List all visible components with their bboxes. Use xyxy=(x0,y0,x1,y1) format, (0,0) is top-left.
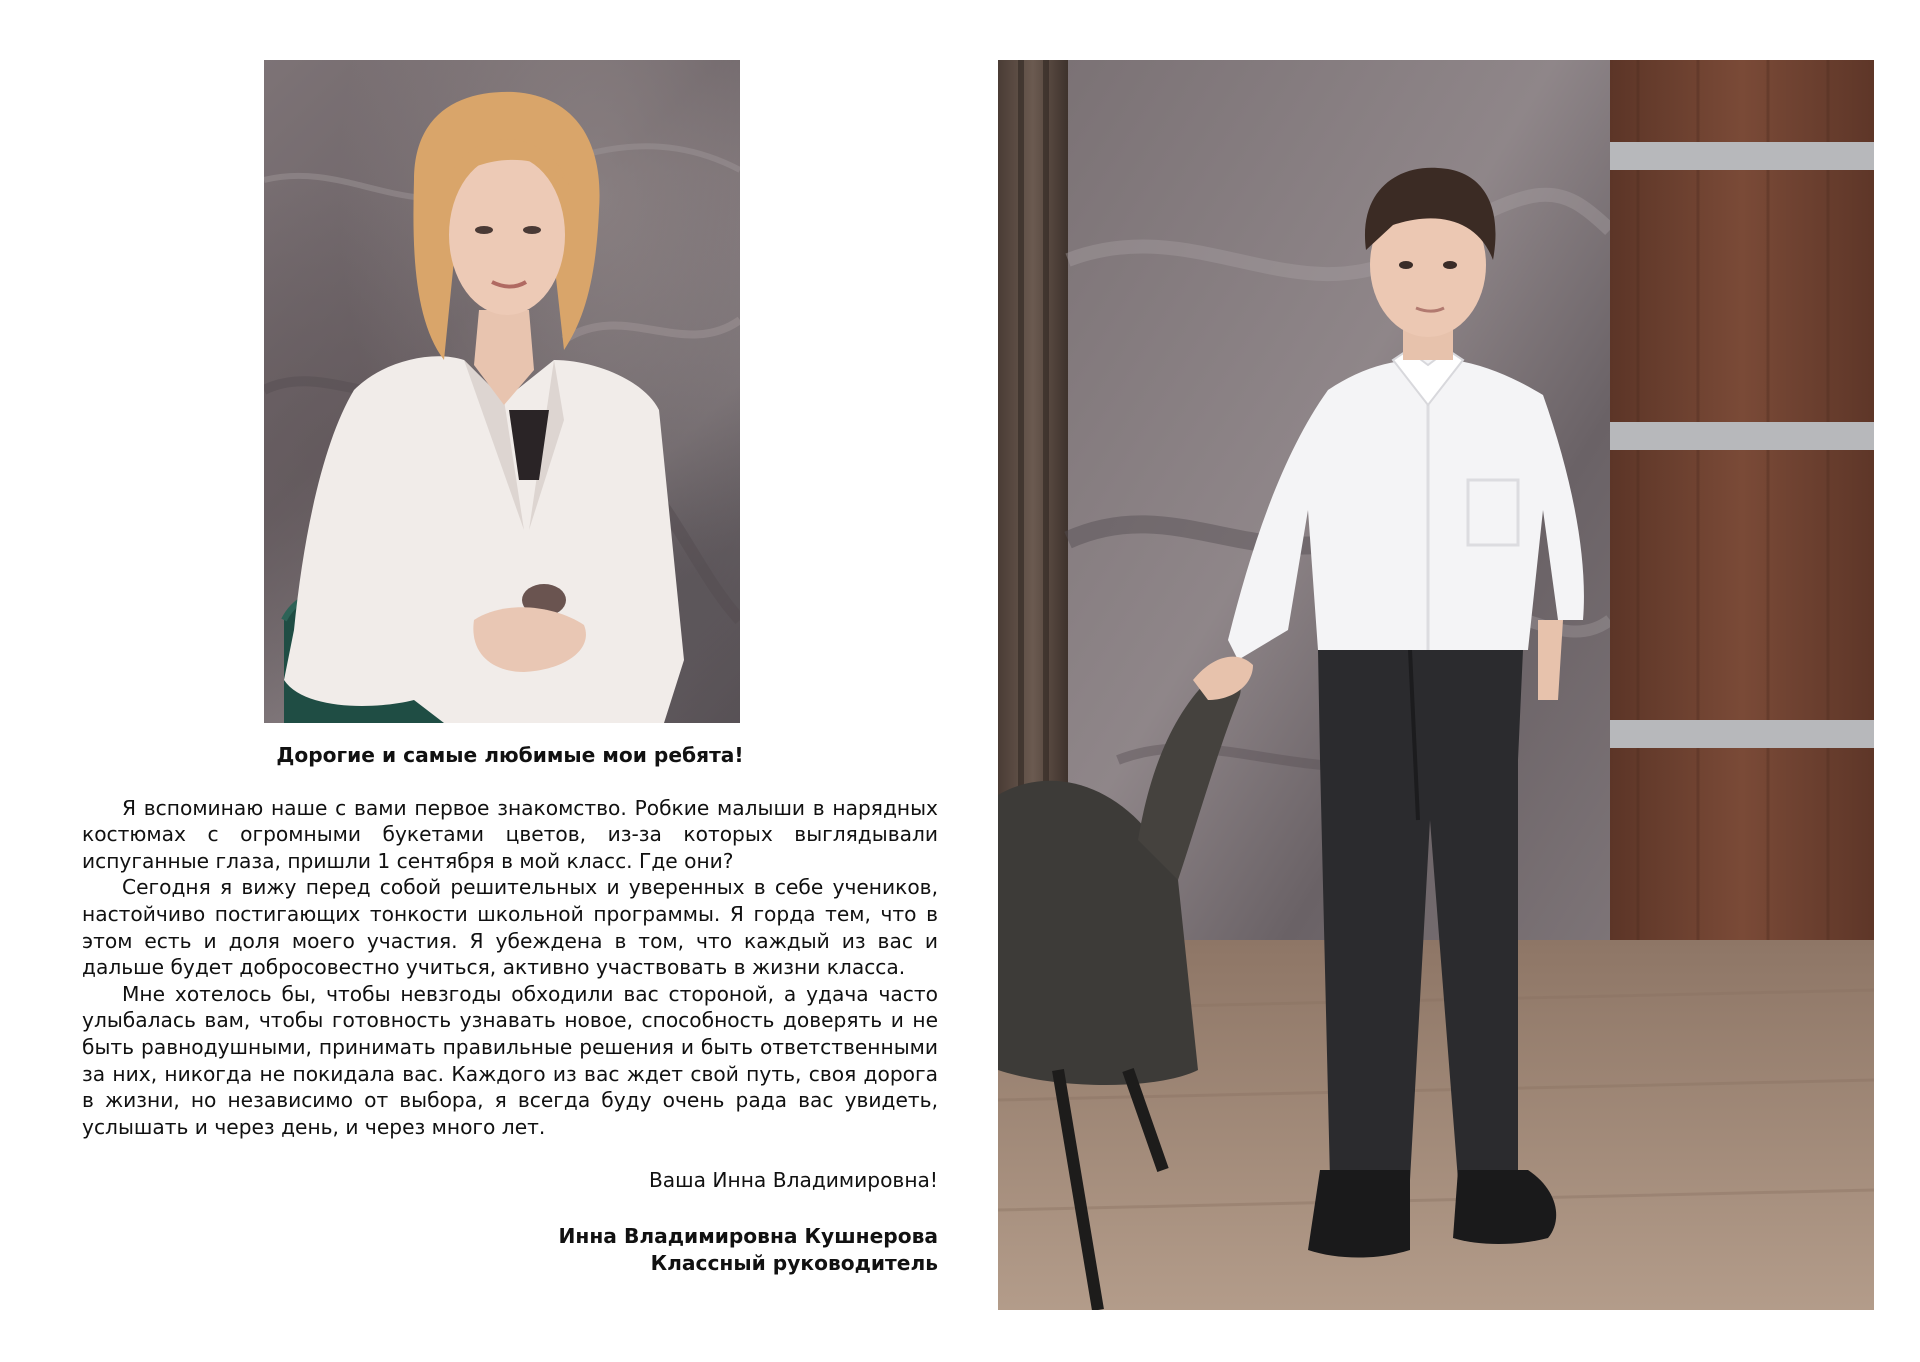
signature-name: Инна Владимировна Кушнерова xyxy=(558,1223,938,1248)
letter-paragraph-1: Я вспоминаю наше с вами первое знакомство. Робкие малыши в нарядных костюмах с огромными букетами цветов, из-за которых выглядывали испуганные глаза, пришли 1 сентября в мой класс. Где они? xyxy=(82,795,938,873)
letter-heading: Дорогие и самые любимые мои ребята! xyxy=(276,743,744,767)
teacher-portrait-illustration xyxy=(264,60,740,723)
teacher-portrait-photo xyxy=(264,60,740,723)
letter-block xyxy=(82,742,938,1276)
signature-block xyxy=(82,1223,938,1276)
letter-paragraph-2: Сегодня я вижу перед собой решительных и уверенных в себе учеников, настойчиво постигающих тонкости школьной программы. Я горда тем, что в этом есть и доля моего участия. Я убеждена в том, что каждый из вас и дальше будет добросовестно учиться, активно участвовать в жизни класса. xyxy=(82,875,938,980)
signature-title: Классный руководитель xyxy=(650,1250,938,1275)
student-portrait-illustration xyxy=(998,60,1874,1310)
letter-paragraph-3: Мне хотелось бы, чтобы невзгоды обходили вас стороной, а удача часто улыбалась вам, чтобы готовность узнавать новое, способность доверять и не быть равнодушными, принимать правильные решения и быть ответственными за них, никогда не покидала вас. Каждого из вас ждет свой путь, своя дорога в жизни, но независимо от выбора, я всегда буду очень рада вас увидеть, услышать и через день, и через много лет. xyxy=(82,981,938,1139)
student-portrait-photo xyxy=(998,60,1874,1310)
letter-greeting: Ваша Инна Владимировна! xyxy=(648,1168,938,1193)
